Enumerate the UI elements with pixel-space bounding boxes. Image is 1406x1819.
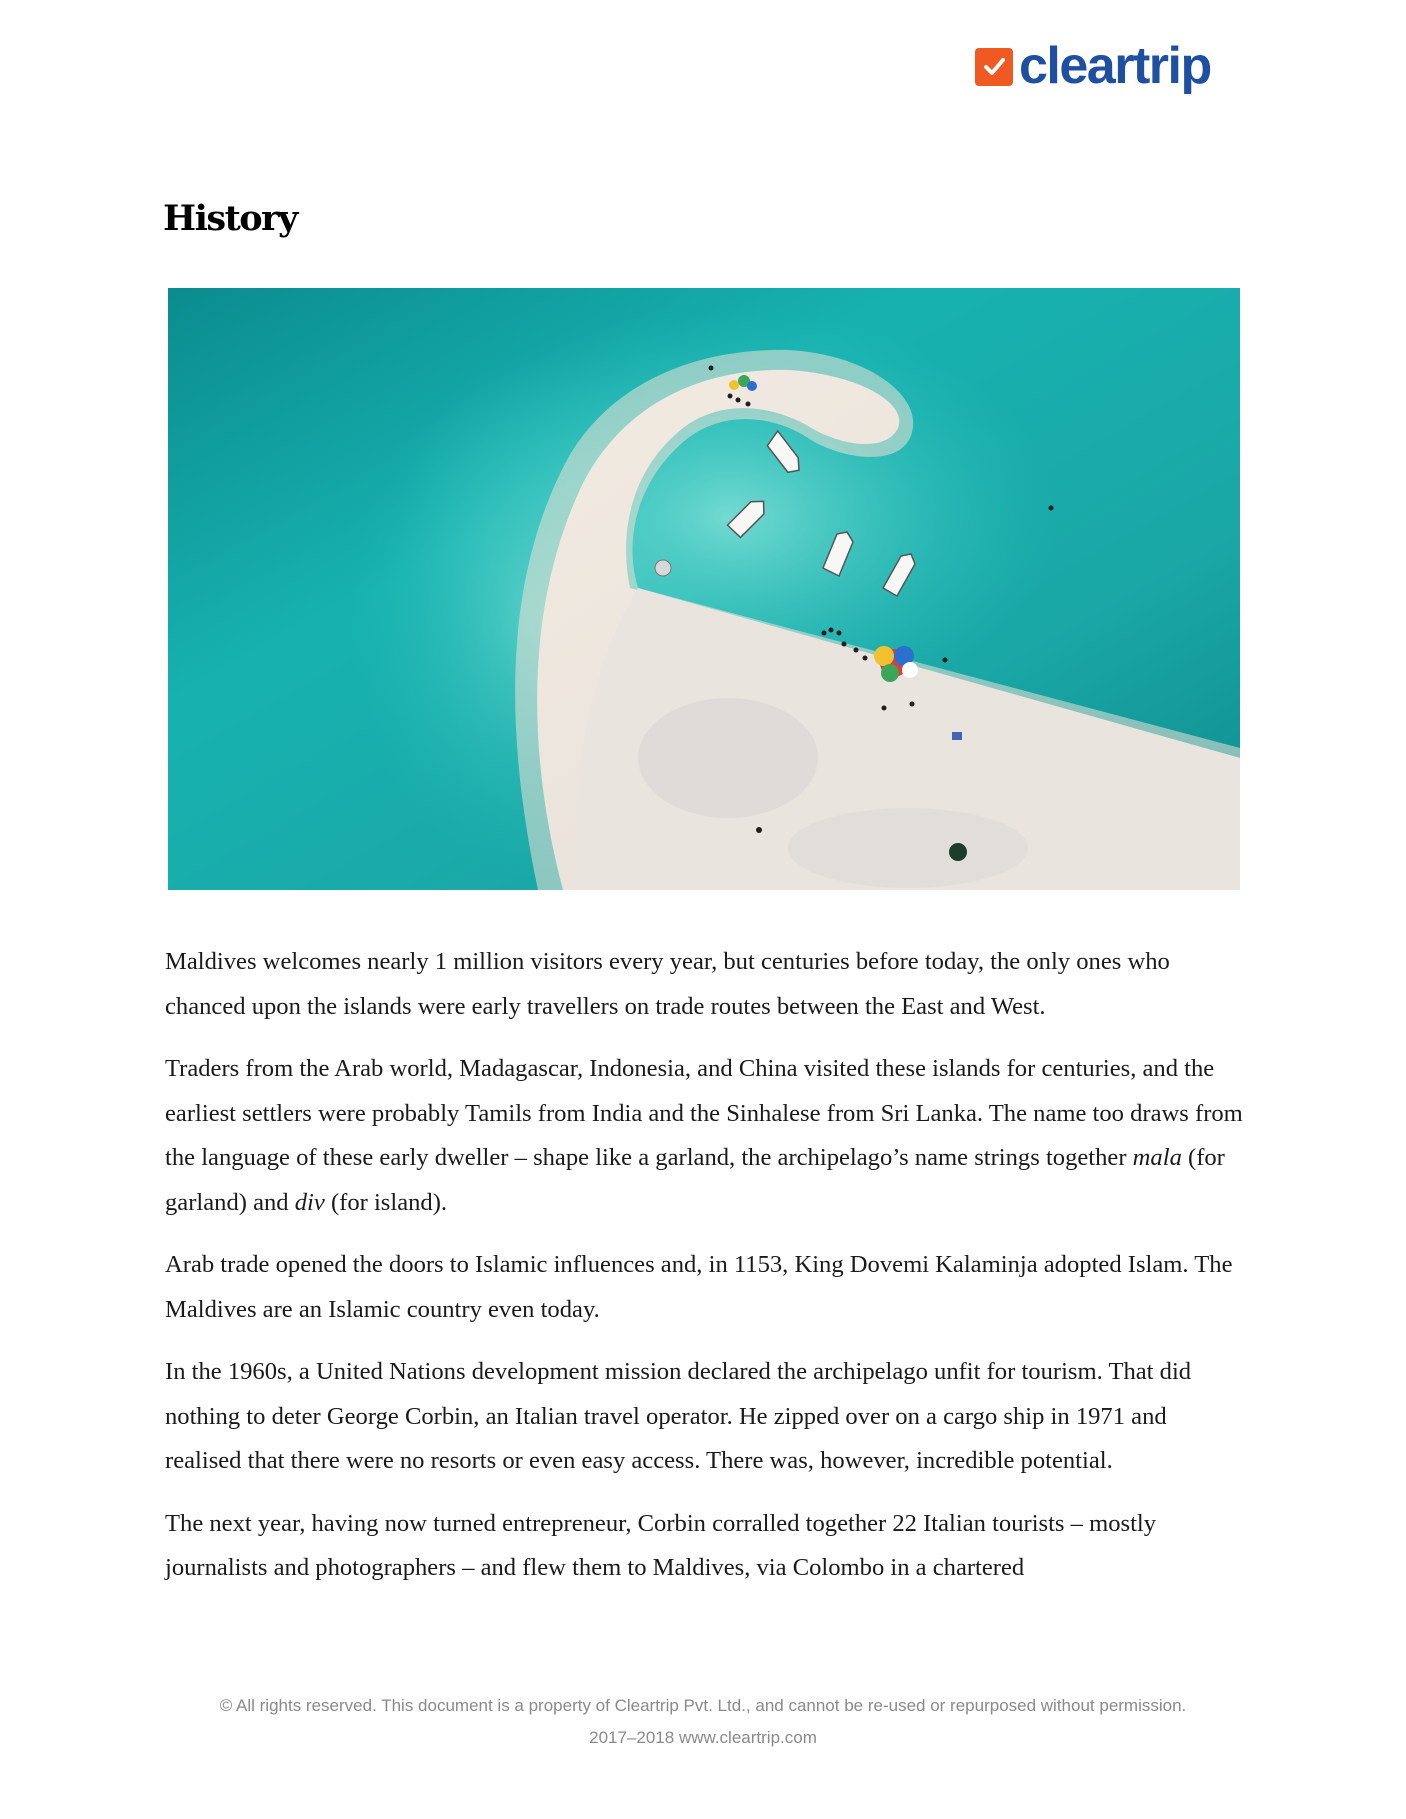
hero-image xyxy=(168,288,1240,890)
paragraph xyxy=(165,1350,1245,1484)
paragraph xyxy=(165,940,1245,1029)
logo-wordmark: cleartrip xyxy=(1019,37,1211,95)
checkmark-square-icon xyxy=(975,48,1013,86)
page-title: History xyxy=(163,198,297,239)
paragraph-text: Traders from the Arab world, Madagascar, Indonesia, and China visited these islands for centuries, and the earliest settlers were probably Tamils from India and the Sinhalese from Sri Lanka. The name too draws from the language of these early dweller – shape like a garland, the archipelago’s name strings together xyxy=(165,1055,1243,1171)
footer-website: 2017–2018 www.cleartrip.com xyxy=(589,1728,817,1747)
paragraph-text: (for garland) and xyxy=(165,1144,1225,1216)
italic-term: mala xyxy=(1132,1144,1182,1171)
paragraph-text: Arab trade opened the doors to Islamic influences and, in 1153, King Dovemi Kalaminja adopted Islam. The Maldives are an Islamic country even today. xyxy=(165,1251,1233,1323)
paragraph-text: Maldives welcomes nearly 1 million visitors every year, but centuries before today, the only ones who chanced upon the islands were early travellers on trade routes between the East and West. xyxy=(165,948,1170,1020)
paragraph-text: (for island). xyxy=(324,1188,448,1216)
paragraph xyxy=(165,1047,1245,1225)
italic-term: div xyxy=(294,1188,325,1216)
paragraph-text: In the 1960s, a United Nations development mission declared the archipelago unfit for tourism. That did nothing to deter George Corbin, an Italian travel operator. He zipped over on a cargo ship in 1971 and realised that there were no resorts or even easy access. There was, however, incredible potential. xyxy=(165,1358,1192,1474)
paragraph xyxy=(165,1502,1245,1591)
paragraph-text: The next year, having now turned entrepreneur, Corbin corralled together 22 Italian tourists – mostly journalists and photographers – and flew them to Maldives, via Colombo in a chartered xyxy=(165,1509,1157,1581)
footer xyxy=(0,1690,1406,1754)
paragraph xyxy=(165,1243,1245,1332)
footer-copyright: © All rights reserved. This document is a property of Cleartrip Pvt. Ltd., and cannot be re-used or repurposed without permission. xyxy=(219,1696,1187,1715)
cleartrip-logo xyxy=(975,37,1211,95)
article-body xyxy=(165,940,1245,1609)
